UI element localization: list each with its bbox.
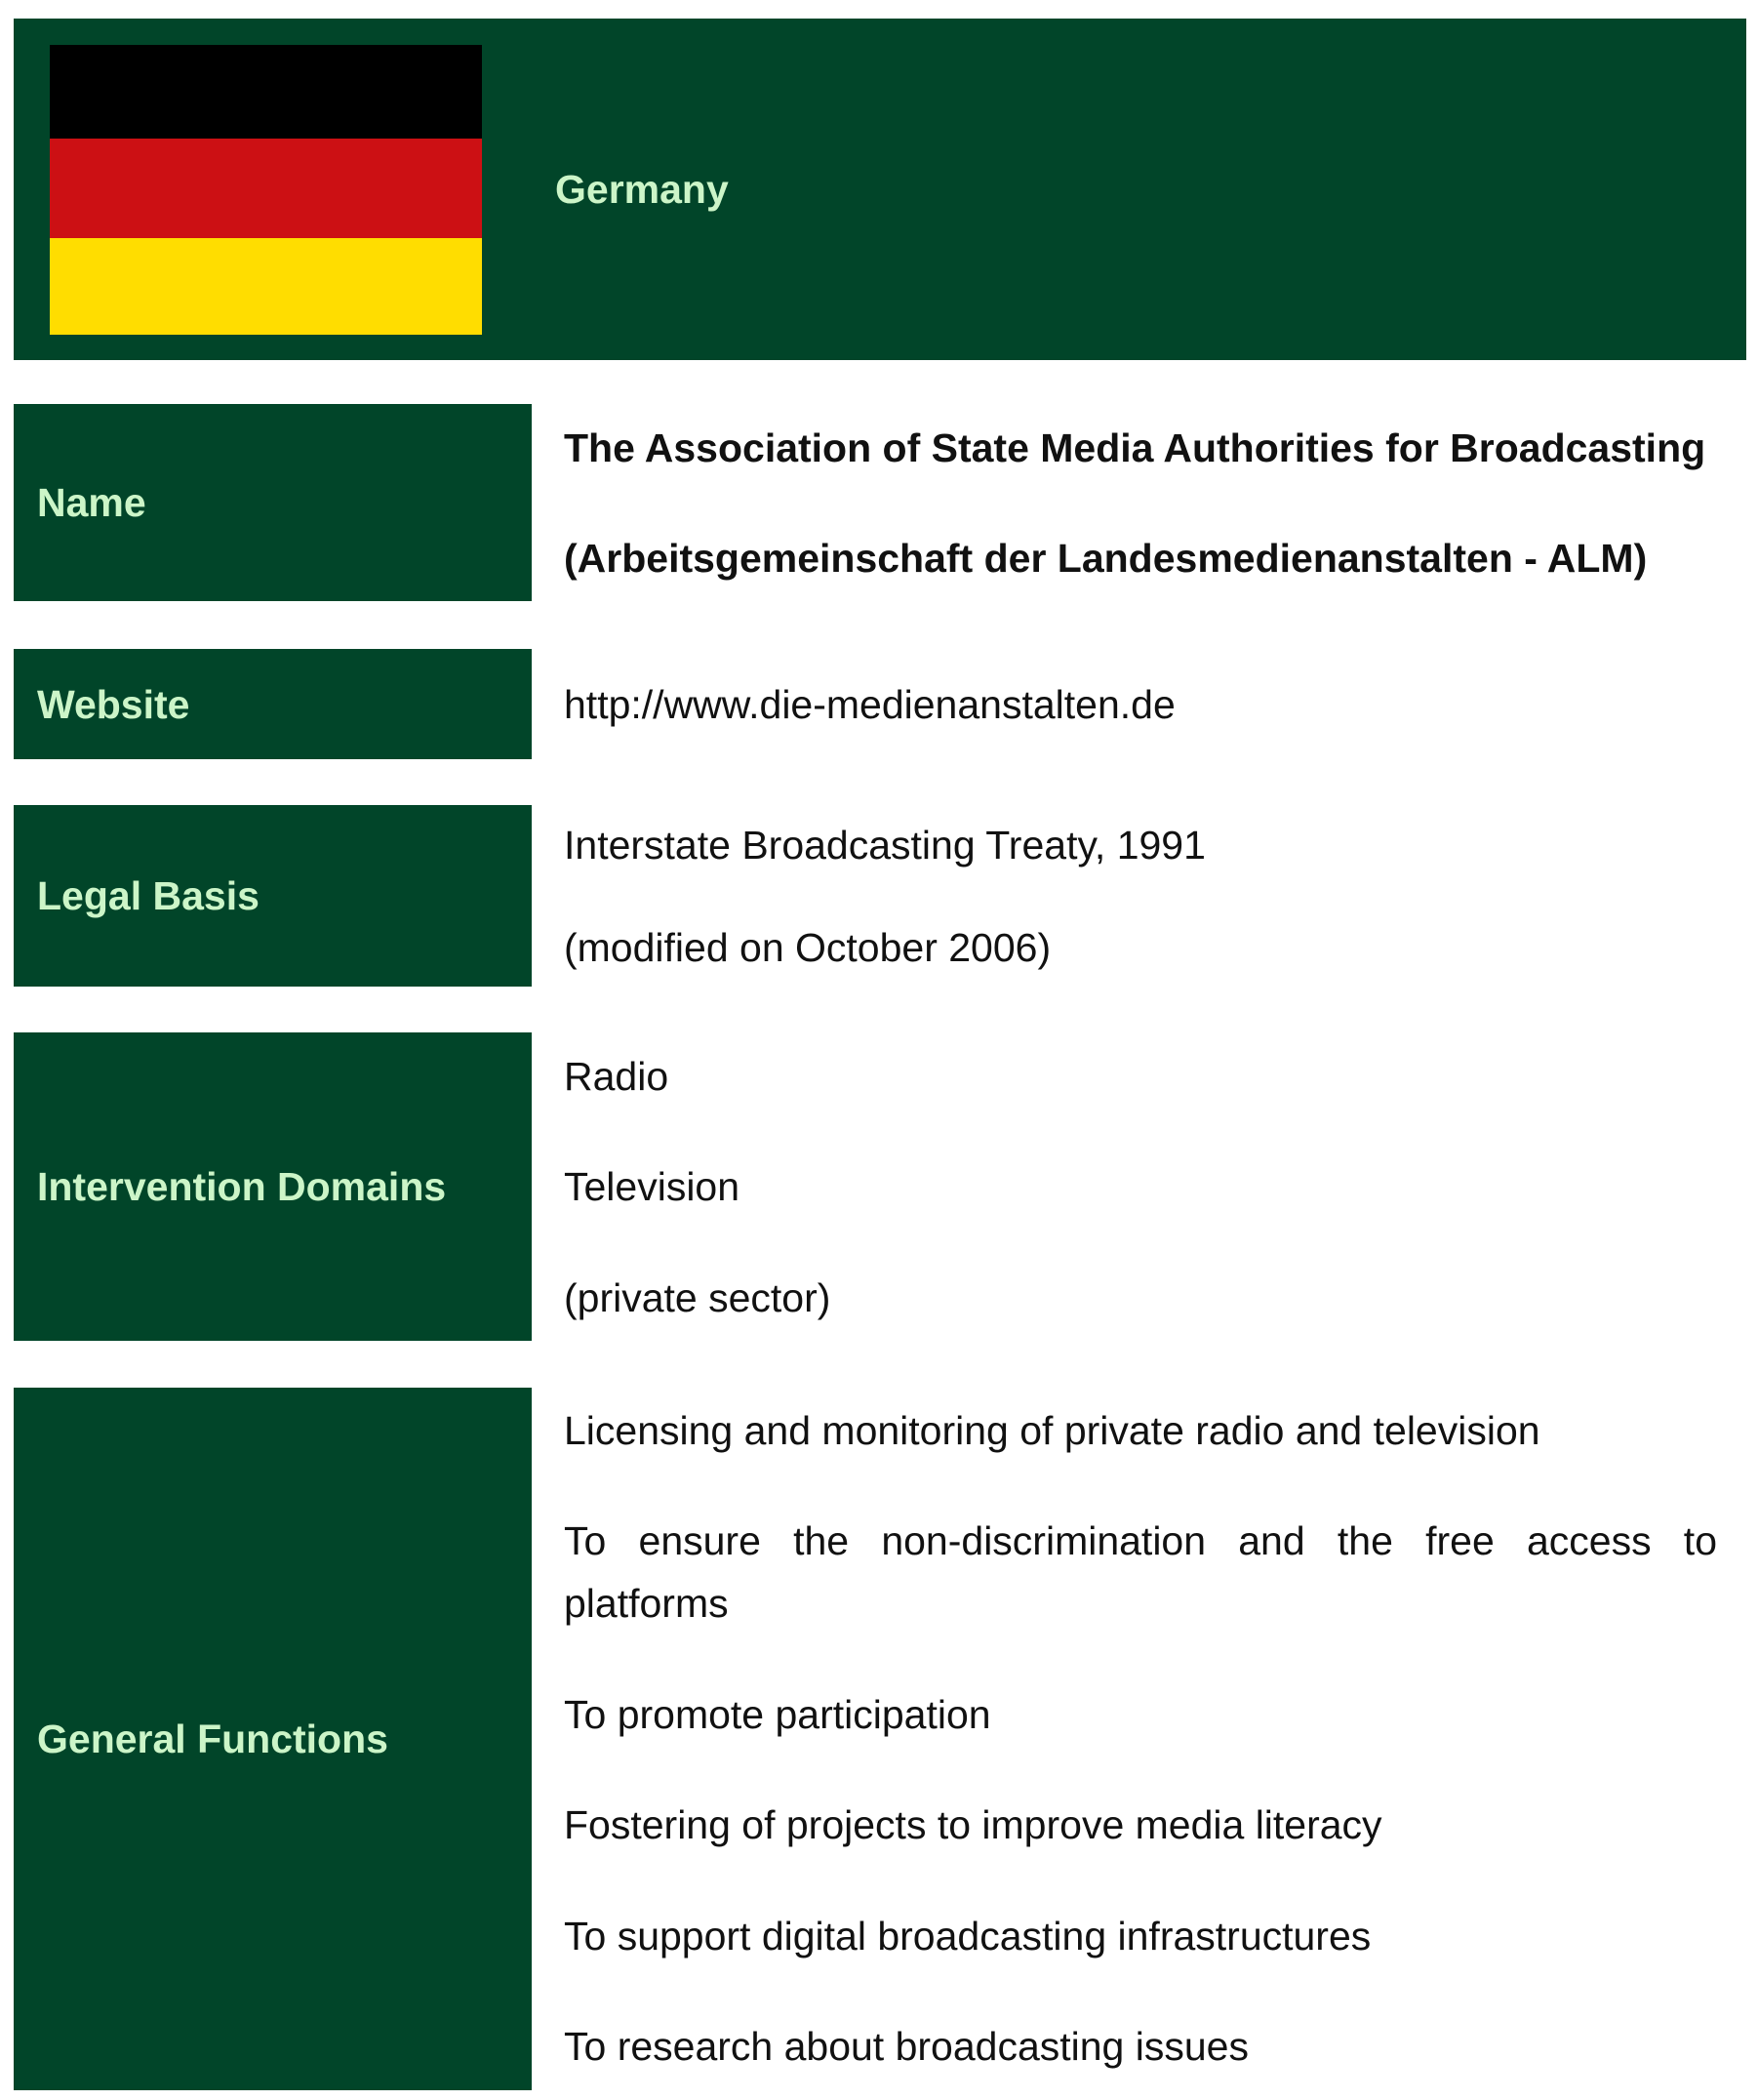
general-function-item: Fostering of projects to improve media literacy [564, 1802, 1382, 1847]
general-function-item: To ensure the non-discrimination and the free access to [564, 1518, 1717, 1563]
flag-stripe-red [50, 139, 482, 238]
country-name: Germany [555, 167, 729, 212]
general-functions-label: General Functions [37, 1716, 388, 1761]
intervention-domain-item: Radio [564, 1054, 669, 1099]
website-label-box [14, 649, 532, 759]
website-value: http://www.die-medienanstalten.de [564, 682, 1176, 727]
general-function-item: Licensing and monitoring of private radio and television [564, 1408, 1540, 1453]
intervention-domain-item: Television [564, 1164, 740, 1209]
name-label: Name [37, 480, 146, 525]
name-label-box [14, 404, 532, 601]
general-function-item-continued: platforms [564, 1581, 729, 1626]
legal-basis-label-box [14, 805, 532, 987]
general-function-item: To research about broadcasting issues [564, 2024, 1249, 2069]
general-function-item: To support digital broadcasting infrastructures [564, 1914, 1372, 1959]
intervention-domain-item: (private sector) [564, 1275, 831, 1320]
website-label: Website [37, 681, 190, 727]
germany-flag-icon [50, 45, 482, 335]
legal-basis-value-line: (modified on October 2006) [564, 925, 1052, 970]
flag-stripe-gold [50, 238, 482, 335]
intervention-domains-label-box [14, 1032, 532, 1341]
intervention-domains-label: Intervention Domains [37, 1164, 447, 1209]
flag-stripe-black [50, 45, 482, 139]
legal-basis-label: Legal Basis [37, 873, 260, 918]
legal-basis-value-line: Interstate Broadcasting Treaty, 1991 [564, 823, 1206, 868]
general-function-item: To promote participation [564, 1692, 991, 1737]
general-functions-label-box [14, 1388, 532, 2090]
name-value-line: (Arbeitsgemeinschaft der Landesmedienanstalten - ALM) [564, 536, 1648, 581]
name-value-line: The Association of State Media Authorities for Broadcasting [564, 425, 1706, 470]
country-header [14, 19, 1746, 360]
